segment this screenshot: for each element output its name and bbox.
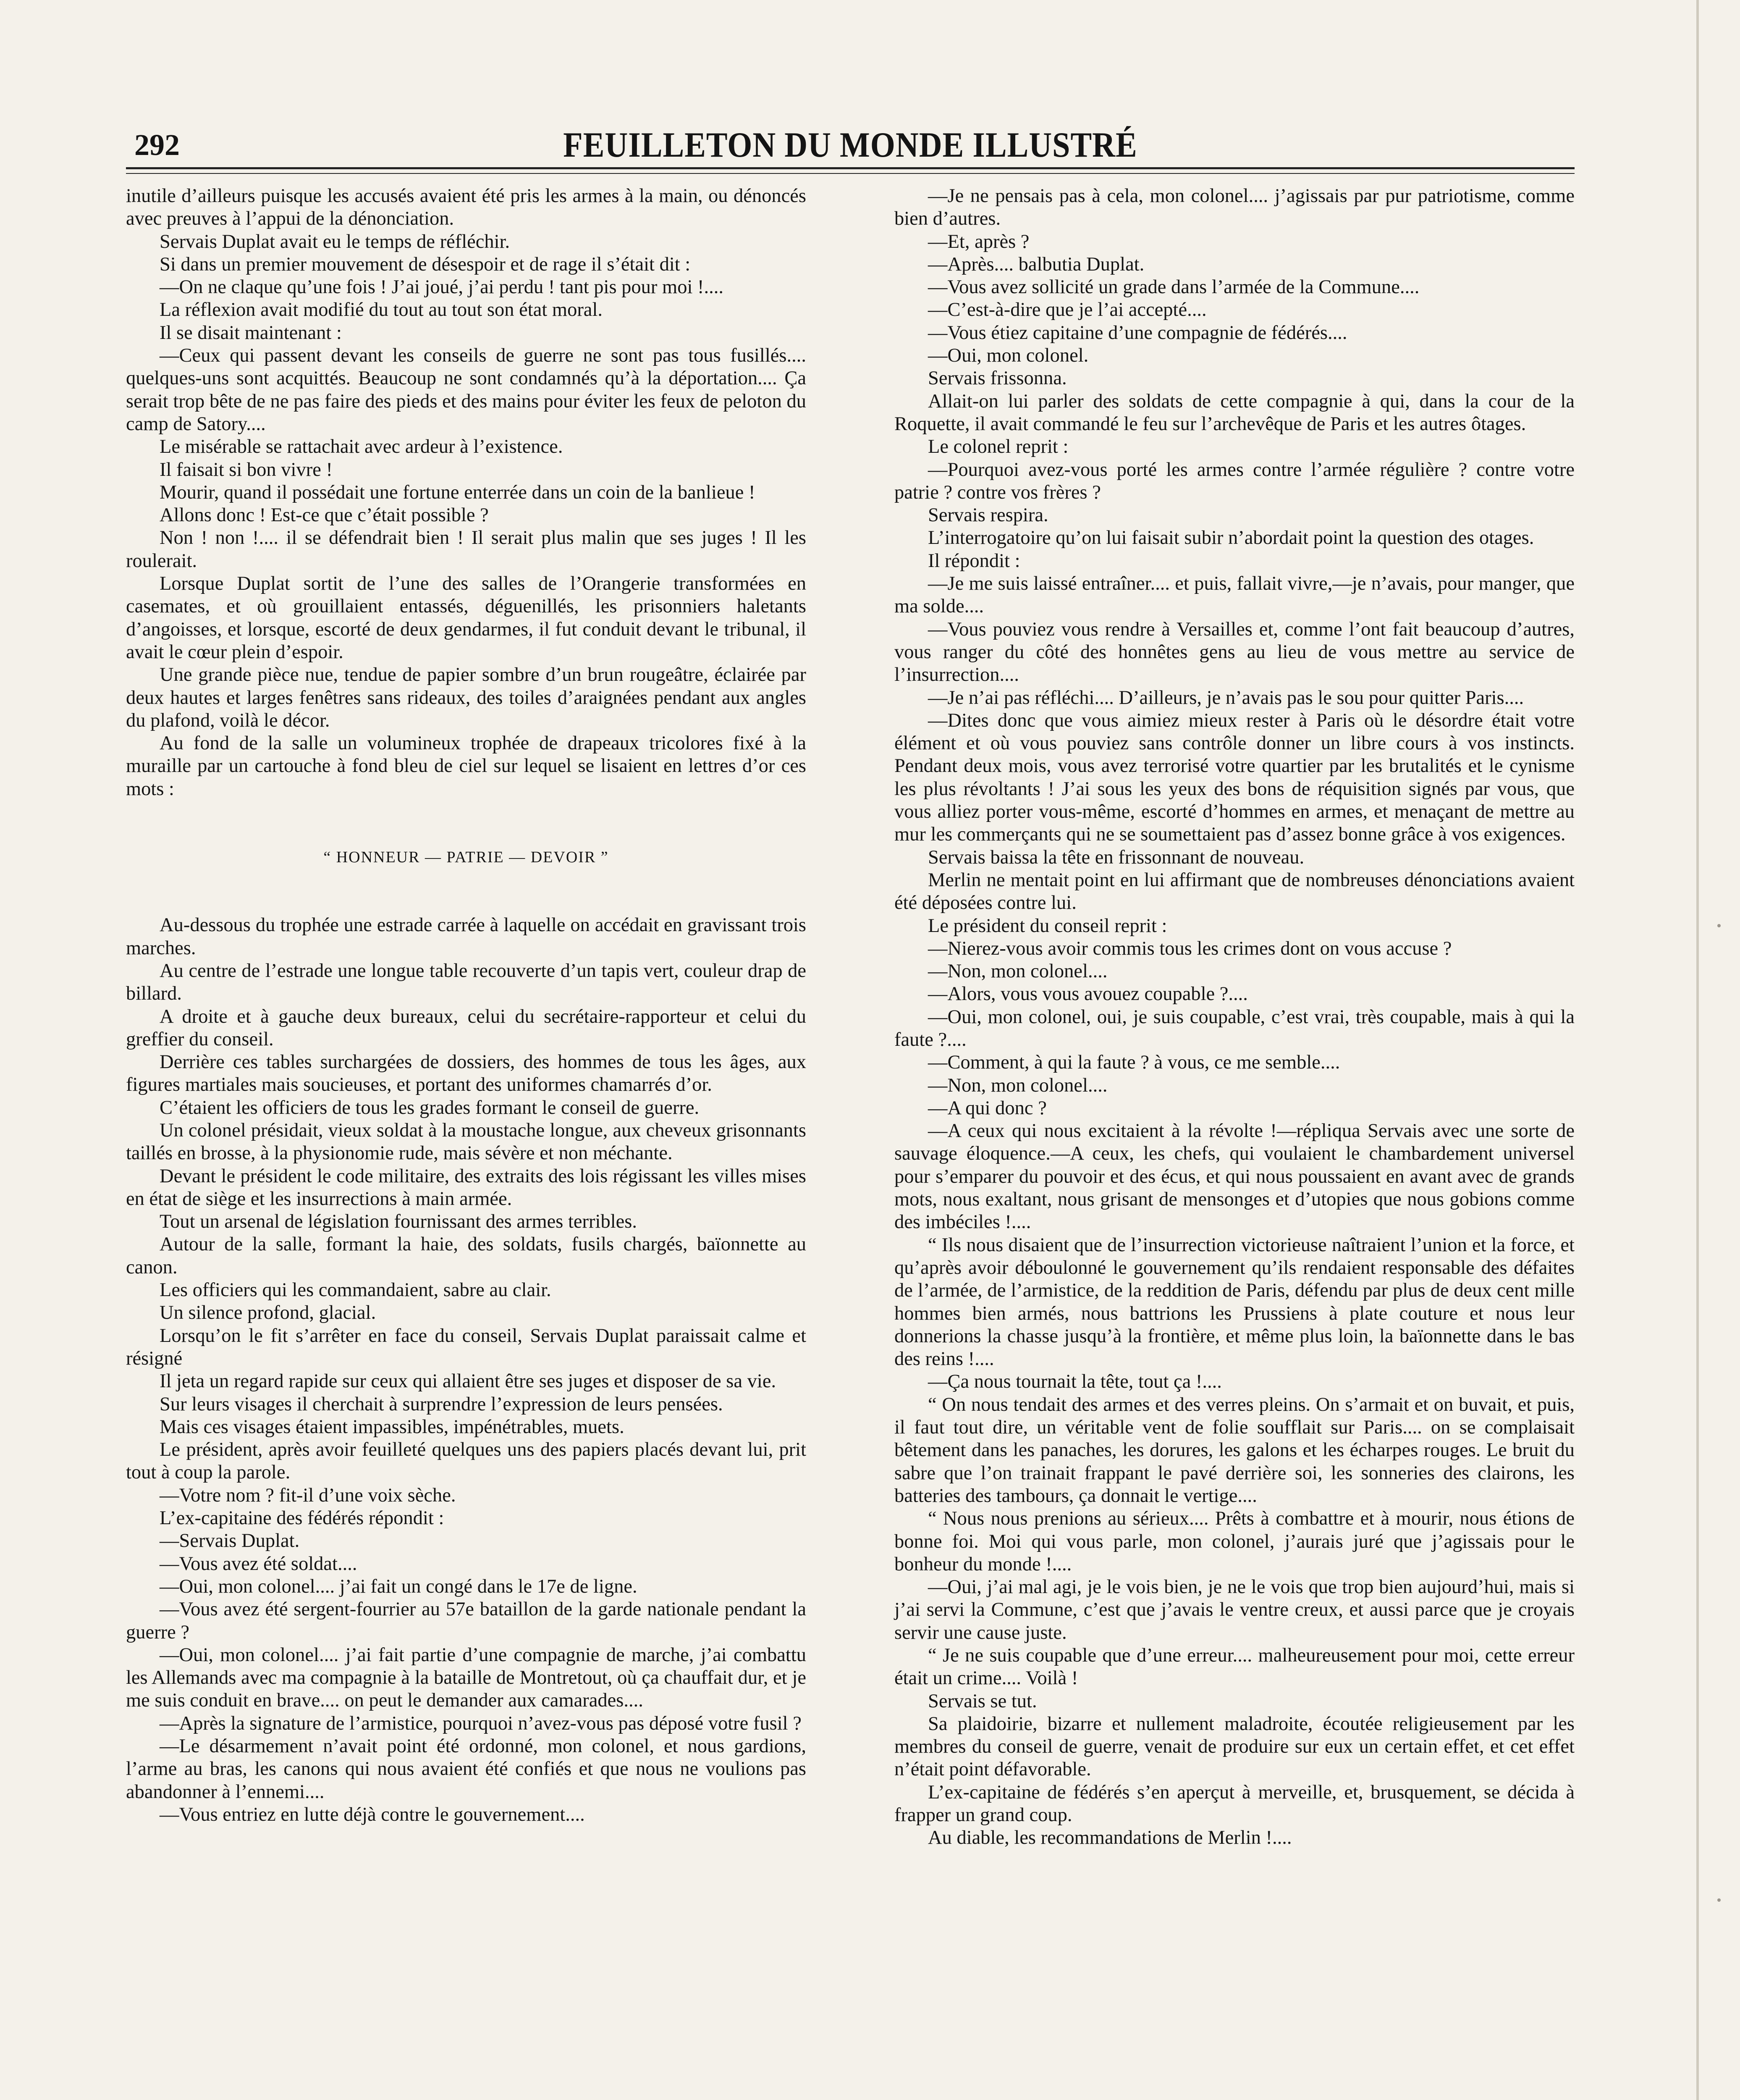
- motto: “ HONNEUR — PATRIE — DEVOIR ”: [323, 848, 609, 866]
- paragraph: Servais respira.: [928, 504, 1048, 526]
- paragraph: —Nierez-vous avoir commis tous les crimes dont on vous accuse ?: [928, 937, 1452, 959]
- paragraph: —Oui, mon colonel.... j’ai fait un congé dans le 17e de ligne.: [160, 1575, 637, 1597]
- paragraph: Servais baissa la tête en frissonnant de nouveau.: [928, 846, 1305, 868]
- paragraph: Mais ces visages étaient impassibles, impénétrables, muets.: [160, 1416, 624, 1438]
- page-speck: [1717, 924, 1721, 927]
- paragraph: Lorsque Duplat sortit de l’une des salles de l’Orangerie transformées en casemates, et où grouillaient entassés, déguenillés, les prisonniers haletants d’angoisses, et lorsque, escorté de deux gendarmes, il fut conduit devant le tribunal, il avait le cœur plein d’espoir.: [126, 573, 806, 663]
- running-title: FEUILLETON DU MONDE ILLUSTRÉ: [563, 125, 1137, 165]
- paragraph: Au diable, les recommandations de Merlin !....: [928, 1827, 1292, 1849]
- paragraph: —Après la signature de l’armistice, pourquoi n’avez-vous pas déposé votre fusil ?: [160, 1712, 802, 1734]
- paragraph: —Non, mon colonel....: [928, 961, 1108, 982]
- paragraph: —Je ne pensais pas à cela, mon colonel.... j’agissais par pur patriotisme, comme bien d’autres.: [894, 185, 1575, 230]
- paragraph: —Vous pouviez vous rendre à Versailles et, comme l’ont fait beaucoup d’autres, vous ranger du côté des honnêtes gens au lieu de vous mettre au service de l’insurrection....: [894, 618, 1575, 686]
- paragraph: —Oui, j’ai mal agi, je le vois bien, je ne le vois que trop bien aujourd’hui, mais si j’ai servi la Commune, c’est que j’avais le ventre creux, et aussi parce que je croyais servir une cause juste.: [894, 1576, 1575, 1643]
- paragraph: —Non, mon colonel....: [928, 1074, 1108, 1096]
- paragraph: —A ceux qui nous excitaient à la révolte !—répliqua Servais avec une sorte de sauvage éloquence.—A ceux, les chefs, qui voulaient le chambardement universel pour s’emparer du pouvoir et des écus, et qui nous poussaient en avant avec de grands mots, nous exaltant, nous grisant de mensonges et d’utopies que nous gobions comme des imbéciles !....: [894, 1120, 1575, 1233]
- paragraph: “ On nous tendait des armes et des verres pleins. On s’armait et on buvait, et puis, il faut tout dire, un véritable vent de folie soufflait sur Paris.... on se complaisait bêtement dans les panaches, les dorures, les galons et les écharpes rouges. Le bruit du sabre que l’on trainait frappant le pavé derrière soi, les sonneries des clairons, les batteries des tambours, ça donnait le vertige....: [894, 1394, 1575, 1507]
- paragraph: Merlin ne mentait point en lui affirmant que de nombreuses dénonciations avaient été déposées contre lui.: [894, 869, 1575, 914]
- paragraph: Tout un arsenal de législation fournissant des armes terribles.: [160, 1211, 637, 1233]
- page-number: 292: [134, 128, 180, 162]
- paragraph: “ Je ne suis coupable que d’une erreur.... malheureusement pour moi, cette erreur était un crime.... Voilà !: [894, 1645, 1575, 1689]
- paragraph: —Comment, à qui la faute ? à vous, ce me semble....: [928, 1052, 1340, 1074]
- paragraph: Servais Duplat avait eu le temps de réfléchir.: [160, 231, 510, 252]
- paragraph: Derrière ces tables surchargées de dossiers, des hommes de tous les âges, aux figures martiales mais soucieuses, et portant des uniformes chamarrés d’or.: [126, 1051, 806, 1096]
- paragraph: Les officiers qui les commandaient, sabre au clair.: [160, 1279, 551, 1301]
- paragraph: —Ça nous tournait la tête, tout ça !....: [928, 1371, 1222, 1393]
- paragraph: —Après.... balbutia Duplat.: [928, 253, 1145, 275]
- paragraph: Une grande pièce nue, tendue de papier sombre d’un brun rougeâtre, éclairée par deux hautes et larges fenêtres sans rideaux, des toiles d’araignées pendant aux angles du plafond, voilà le décor.: [126, 664, 806, 731]
- paragraph: —Oui, mon colonel, oui, je suis coupable, c’est vrai, très coupable, mais à qui la faute ?....: [894, 1006, 1575, 1050]
- paragraph: Sur leurs visages il cherchait à surprendre l’expression de leurs pensées.: [160, 1393, 723, 1415]
- paragraph: Mourir, quand il possédait une fortune enterrée dans un coin de la banlieue !: [160, 481, 755, 503]
- page-speck: [1717, 1898, 1721, 1902]
- paragraph: —C’est-à-dire que je l’ai accepté....: [928, 299, 1207, 321]
- paragraph: L’ex-capitaine des fédérés répondit :: [160, 1507, 444, 1529]
- paragraph: inutile d’ailleurs puisque les accusés avaient été pris les armes à la main, ou dénoncés avec preuves à l’appui de la dénonciation.: [126, 185, 806, 230]
- paragraph: —On ne claque qu’une fois ! J’ai joué, j’ai perdu ! tant pis pour moi !....: [160, 276, 723, 298]
- paragraph: —Vous avez été sergent-fourrier au 57e bataillon de la garde nationale pendant la guerre ?: [126, 1599, 806, 1643]
- paragraph: —Vous entriez en lutte déjà contre le gouvernement....: [160, 1803, 585, 1825]
- paragraph: Le président, après avoir feuilleté quelques uns des papiers placés devant lui, prit tout à coup la parole.: [126, 1439, 806, 1483]
- paragraph: —Vous étiez capitaine d’une compagnie de fédérés....: [928, 322, 1347, 344]
- paragraph: Si dans un premier mouvement de désespoir et de rage il s’était dit :: [160, 253, 691, 275]
- paragraph: Non ! non !.... il se défendrait bien ! Il serait plus malin que ses juges ! Il les roulerait.: [126, 527, 806, 572]
- paragraph: Il faisait si bon vivre !: [160, 459, 333, 480]
- left-column: [126, 185, 806, 1826]
- paragraph: Il se disait maintenant :: [160, 322, 342, 344]
- paragraph: L’ex-capitaine de fédérés s’en aperçut à merveille, et, brusquement, se décida à frapper un grand coup.: [894, 1781, 1575, 1826]
- paragraph: Au centre de l’estrade une longue table recouverte d’un tapis vert, couleur drap de billard.: [126, 960, 806, 1005]
- right-column: [894, 185, 1575, 1850]
- paragraph: —Votre nom ? fit-il d’une voix sèche.: [160, 1484, 456, 1506]
- paragraph: “ Ils nous disaient que de l’insurrection victorieuse naîtraient l’union et la force, et qu’après avoir déboulonné le gouvernement qu’ils rendaient responsable des défaites de l’armée, de l’armistice, de la reddition de Paris, défendu par plus de deux cent mille hommes bien armés, nous battrions les Prussiens à plate couture et nous leur donnerions la chasse jusqu’à la frontière, et même plus loin, la baïonnette dans le bas des reins !....: [894, 1234, 1575, 1370]
- paragraph: Un colonel présidait, vieux soldat à la moustache longue, aux cheveux grisonnants taillés en brosse, à la physionomie rude, mais sévère et non méchante.: [126, 1119, 806, 1164]
- paragraph: C’étaient les officiers de tous les grades formant le conseil de guerre.: [160, 1097, 700, 1118]
- page-header: [126, 126, 1575, 164]
- header-rule-thick: [126, 167, 1575, 169]
- paragraph: Le misérable se rattachait avec ardeur à l’existence.: [160, 436, 563, 458]
- paragraph: —Oui, mon colonel.: [928, 345, 1089, 367]
- paragraph: Allait-on lui parler des soldats de cette compagnie à qui, dans la cour de la Roquette, il avait commandé le feu sur l’archevêque de Paris et les autres ôtages.: [894, 390, 1575, 435]
- paragraph: Le colonel reprit :: [928, 436, 1069, 458]
- paragraph: Le président du conseil reprit :: [928, 915, 1167, 937]
- paragraph: Lorsqu’on le fit s’arrêter en face du conseil, Servais Duplat paraissait calme et résigné: [126, 1325, 806, 1369]
- paragraph: —Alors, vous vous avouez coupable ?....: [928, 983, 1248, 1005]
- paragraph: —Je n’ai pas réfléchi.... D’ailleurs, je n’avais pas le sou pour quitter Paris....: [928, 687, 1524, 709]
- paragraph: —Le désarmement n’avait point été ordonné, mon colonel, et nous gardions, l’arme au bras, les canons qui nous avaient été confiés et que nous ne voulions pas abandonner à l’ennemi....: [126, 1735, 806, 1803]
- paragraph: —Vous avez été soldat....: [160, 1553, 357, 1575]
- paragraph: —Ceux qui passent devant les conseils de guerre ne sont pas tous fusillés.... quelques-uns sont acquittés. Beaucoup ne sont condamnés qu’à la déportation.... Ça serait trop bête de ne pas faire des pieds et des mains pour éviter les feux de peloton du camp de Satory....: [126, 345, 806, 435]
- paragraph: Il répondit :: [928, 550, 1020, 572]
- paragraph: Un silence profond, glacial.: [160, 1302, 376, 1324]
- paragraph: Servais frissonna.: [928, 368, 1067, 389]
- page-edge-shadow: [1696, 0, 1699, 2100]
- paragraph: Il jeta un regard rapide sur ceux qui allaient être ses juges et disposer de sa vie.: [160, 1370, 776, 1392]
- paragraph: L’interrogatoire qu’on lui faisait subir n’abordait point la question des otages.: [928, 527, 1534, 549]
- paragraph: La réflexion avait modifié du tout au tout son état moral.: [160, 299, 603, 321]
- paragraph: Servais se tut.: [928, 1690, 1037, 1712]
- paragraph: —Dites donc que vous aimiez mieux rester à Paris où le désordre était votre élément et où vous pouviez sans contrôle donner un libre cours à vos instincts. Pendant deux mois, vous avez terrorisé votre quartier par les brutalités et le cynisme les plus révoltants ! J’ai sous les yeux des bons de réquisition signés par vous, que vous alliez porter vous-même, escorté d’hommes en armes, et menaçant de mettre au mur les commerçants qui ne se soumettaient pas d’assez bonne grâce à vos exigences.: [894, 709, 1575, 845]
- header-rule-thin: [126, 173, 1575, 174]
- paragraph: —Vous avez sollicité un grade dans l’armée de la Commune....: [928, 276, 1420, 298]
- paragraph: “ Nous nous prenions au sérieux.... Prêts à combattre et à mourir, nous étions de bonne foi. Moi qui vous parle, mon colonel, j’aurais juré que j’agissais pour le bonheur du monde !....: [894, 1508, 1575, 1575]
- paragraph: Devant le président le code militaire, des extraits des lois régissant les villes mises en état de siège et les insurrections à main armée.: [126, 1165, 806, 1210]
- paragraph: A droite et à gauche deux bureaux, celui du secrétaire-rapporteur et celui du greffier du conseil.: [126, 1005, 806, 1050]
- paragraph: —Pourquoi avez-vous porté les armes contre l’armée régulière ? contre votre patrie ? contre vos frères ?: [894, 459, 1575, 503]
- paragraph: Autour de la salle, formant la haie, des soldats, fusils chargés, baïonnette au canon.: [126, 1234, 806, 1278]
- paragraph: —Et, après ?: [928, 231, 1030, 252]
- paragraph: Au fond de la salle un volumineux trophée de drapeaux tricolores fixé à la muraille par un cartouche à fond bleu de ciel sur lequel se lisaient en lettres d’or ces mots :: [126, 732, 806, 800]
- paragraph: Allons donc ! Est-ce que c’était possible ?: [160, 504, 489, 526]
- paragraph: Sa plaidoirie, bizarre et nullement maladroite, écoutée religieusement par les membres du conseil de guerre, venait de produire sur eux un certain effet, et cet effet n’était point défavorable.: [894, 1713, 1575, 1780]
- paragraph: —A qui donc ?: [928, 1097, 1047, 1119]
- paragraph: Au-dessous du trophée une estrade carrée à laquelle on accédait en gravissant trois marches.: [126, 914, 806, 959]
- paragraph: —Je me suis laissé entraîner.... et puis, fallait vivre,—je n’avais, pour manger, que ma solde....: [894, 573, 1575, 617]
- paragraph: —Oui, mon colonel.... j’ai fait partie d’une compagnie de marche, j’ai combattu les Allemands avec ma compagnie à la bataille de Montretout, où ça chauffait dur, et je me suis conduit en brave.... on peut le demander aux camarades....: [126, 1644, 806, 1712]
- paragraph: —Servais Duplat.: [160, 1530, 300, 1552]
